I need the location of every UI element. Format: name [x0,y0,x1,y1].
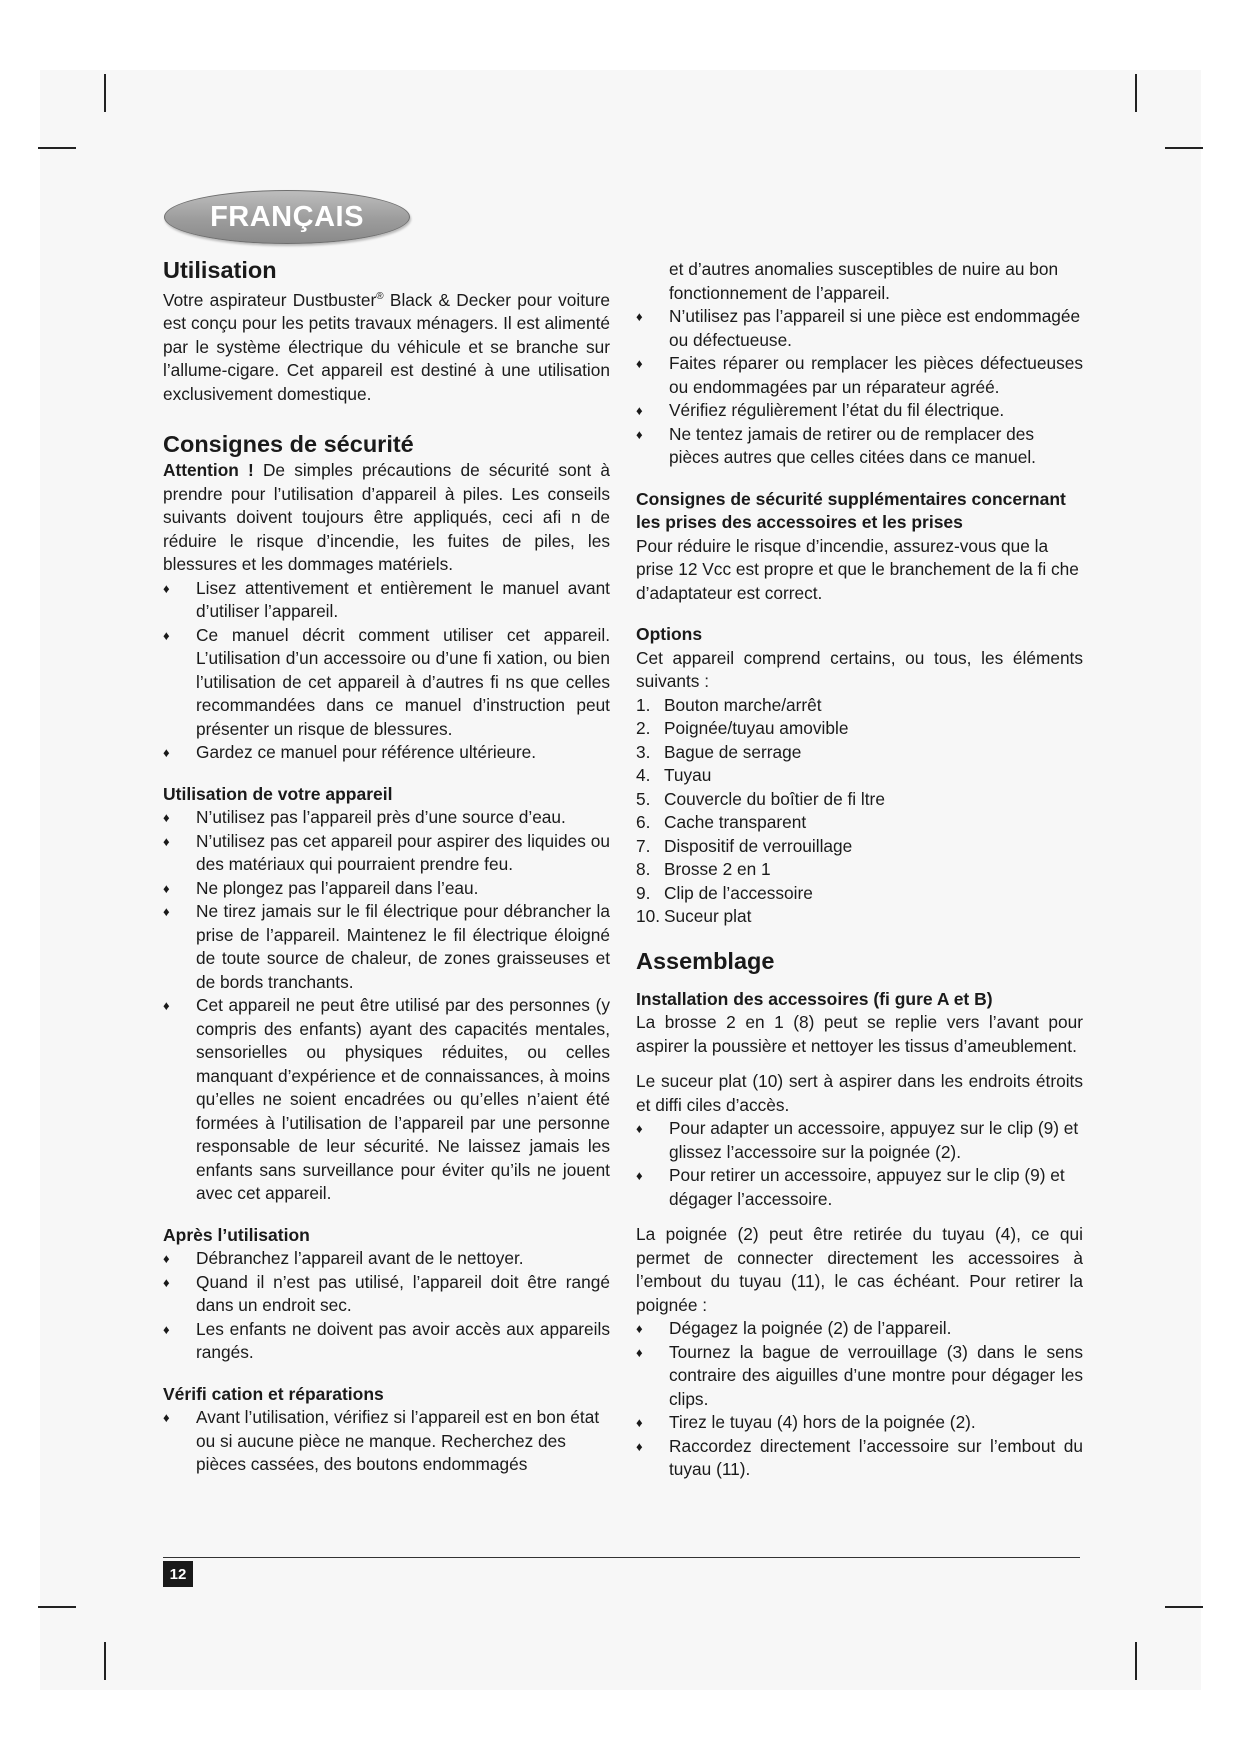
list-item-text: Faites réparer ou remplacer les pièces défectueuses ou endommagées par un réparateur agréé. [669,353,1083,397]
utilisation-appareil-list [163,806,610,1206]
subsection-title-apres: Après l’utilisation [163,1224,310,1245]
list-item [636,858,1083,882]
consignes-intro-text: De simples précautions de sécurité sont à prendre pour l’utilisation d’appareil à piles. Les conseils suivants doivent toujours être appliqués, ceci afi n de réduire le risque d’incendie, les fuites de piles, les blessures et les dommages matériels. [163,460,610,575]
list-item-text: Ne tentez jamais de retirer ou de remplacer des pièces autres que celles citées dans ce manuel. [669,423,1036,467]
subsection-title-utilisation-appareil: Utilisation de votre appareil [163,783,393,804]
list-item [636,352,1083,399]
page-number: 12 [163,1561,193,1587]
diamond-bullet-icon: ♦ [163,580,170,596]
list-item-text: Lisez attentivement et entièrement le manuel avant d’utiliser l’appareil. [196,577,610,622]
subsection-title-verification: Vérifi cation et réparations [163,1383,384,1404]
list-item [636,399,1083,423]
diamond-bullet-icon: ♦ [636,1121,643,1136]
diamond-bullet-icon: ♦ [163,1321,170,1337]
list-item-number: 3. [636,741,651,762]
list-item-text: Les enfants ne doivent pas avoir accès aux appareils rangés. [196,1318,610,1363]
list-item-number: 4. [636,765,651,785]
list-item-text: Bague de serrage [664,741,802,762]
crop-mark-bottom-right-horizontal [1165,1606,1203,1608]
crop-mark-bottom-left-horizontal [38,1606,76,1608]
options-list [636,694,1083,929]
list-item [636,1435,1083,1482]
list-item-text: Avant l’utilisation, vérifiez si l’appareil est en bon état ou si aucune pièce ne manque. Recherchez des pièces cassées, des boutons endommagés [196,1407,600,1475]
right-column [636,258,1083,1482]
list-item-number: 1. [636,694,651,715]
list-item [636,305,1083,352]
list-item-text: Suceur plat [664,906,752,926]
list-item [636,905,1083,929]
diamond-bullet-icon: ♦ [163,880,170,896]
list-item-number: 2. [636,718,651,738]
list-item [636,882,1083,906]
consignes-list [163,577,610,765]
list-item-text: Dispositif de verrouillage [664,835,853,856]
attention-label: Attention ! [163,460,254,481]
list-item-number: 5. [636,788,651,809]
list-item-number: 10. [636,906,661,926]
diamond-bullet-icon: ♦ [636,309,643,324]
list-item-text: Brosse 2 en 1 [664,859,771,879]
verification-list-continued [636,305,1083,470]
list-item [636,788,1083,812]
list-item [163,994,610,1206]
diamond-bullet-icon: ♦ [163,745,170,761]
assemblage-list-2 [636,1317,1083,1482]
list-item [636,1117,1083,1164]
list-item-text: N’utilisez pas l’appareil si une pièce est endommagée ou défectueuse. [669,306,1081,350]
diamond-bullet-icon: ♦ [636,403,643,418]
list-item-text: Pour retirer un accessoire, appuyez sur le clip (9) et dégager l’accessoire. [669,1165,1065,1209]
consignes-intro [163,459,610,577]
list-item-text: Ce manuel décrit comment utiliser cet appareil. L’utilisation d’un accessoire ou d’une fi xation, ou bien l’utilisation de cet appareil à d’autres fi ns que celles recommandées dans ce manuel d’instruction peut présenter un risque de blessures. [196,624,610,739]
list-item [636,741,1083,765]
diamond-bullet-icon: ♦ [636,1321,643,1336]
list-item-number: 9. [636,882,651,903]
consignes-supp-paragraph: Pour réduire le risque d’incendie, assurez-vous que la prise 12 Vcc est propre et que le branchement de la fi che d’adaptateur est correct. [636,535,1079,603]
list-item [636,1164,1083,1211]
list-item-text: Gardez ce manuel pour référence ultérieure. [196,742,537,763]
list-item [163,806,610,830]
list-item [636,811,1083,835]
section-title-utilisation: Utilisation [163,257,277,283]
list-item-text: Raccordez directement l’accessoire sur l’embout du tuyau (11). [669,1435,1083,1479]
list-item [163,877,610,901]
apres-list [163,1247,610,1365]
list-item-number: 8. [636,859,651,879]
crop-mark-bottom-left-vertical [104,1642,106,1680]
list-item-text: Poignée/tuyau amovible [664,718,849,738]
diamond-bullet-icon: ♦ [163,833,170,849]
list-item-text: Cet appareil ne peut être utilisé par des personnes (y compris des enfants) ayant des capacités mentales, sensorielles ou physiques réduites, ou celles manquant d’expérience et de connaissances, à moins qu’elles ne soient encadrées ou qu’elles n’aient été formées à l’utilisation de l’appareil par une personne responsable de leur sécurité. Ne laissez jamais les enfants sans surveillance pour éviter qu’ils ne jouent avec cet appareil. [196,995,610,1204]
list-item [163,1318,610,1365]
list-item [636,423,1083,470]
list-item [163,830,610,877]
list-item-text: Tirez le tuyau (4) hors de la poignée (2). [669,1412,976,1432]
diamond-bullet-icon: ♦ [636,1168,643,1183]
list-item [636,1341,1083,1412]
diamond-bullet-icon: ♦ [163,810,170,826]
list-item [163,741,610,765]
list-item-text: Pour adapter un accessoire, appuyez sur le clip (9) et glissez l’accessoire sur la poignée (2). [669,1118,1079,1162]
registered-mark: ® [376,291,384,302]
list-item [163,577,610,624]
diamond-bullet-icon: ♦ [163,904,170,920]
diamond-bullet-icon: ♦ [636,356,643,371]
list-item [163,900,610,994]
crop-mark-top-left-vertical [104,74,106,112]
diamond-bullet-icon: ♦ [636,1438,643,1454]
list-item-text: Ne plongez pas l’appareil dans l’eau. [196,877,479,898]
list-item [636,694,1083,718]
list-item-text: Débranchez l’appareil avant de le nettoyer. [196,1248,524,1269]
crop-mark-top-left-horizontal [38,147,76,149]
verification-list [163,1406,610,1477]
list-item-text: Couvercle du boîtier de fi ltre [664,788,885,809]
assemblage-paragraph-1: La brosse 2 en 1 (8) peut se replie vers l’avant pour aspirer la poussière et nettoyer les tissus d’ameublement. [636,1012,1083,1056]
diamond-bullet-icon: ♦ [163,998,170,1014]
assemblage-list-1 [636,1117,1083,1211]
list-item-number: 7. [636,835,651,856]
language-badge: FRANÇAIS [164,190,410,244]
subsection-title-installation: Installation des accessoires (fi gure A et B) [636,988,993,1009]
list-item [163,1247,610,1271]
list-item [163,1406,610,1477]
utilisation-text-2: Black & Decker pour voiture est conçu pour les petits travaux ménagers. Il est alimenté par le système électrique du véhicule et se branche sur l’allume-cigare. Cet appareil est destiné à une utilisation exclusivement domestique. [163,289,610,404]
diamond-bullet-icon: ♦ [636,1415,643,1430]
left-column [163,256,610,1477]
verification-continuation: et d’autres anomalies susceptibles de nuire au bon fonctionnement de l’appareil. [669,259,1059,303]
assemblage-paragraph-3: La poignée (2) peut être retirée du tuyau (4), ce qui permet de connecter directement les accessoires à l’embout du tuyau (11), le cas échéant. Pour retirer la poignée : [636,1224,1083,1315]
list-item [636,1411,1083,1435]
diamond-bullet-icon: ♦ [163,1410,170,1426]
utilisation-text-1: Votre aspirateur Dustbuster [163,289,377,310]
list-item [163,624,610,742]
diamond-bullet-icon: ♦ [163,1274,170,1290]
list-item-text: Quand il n’est pas utilisé, l’appareil doit être rangé dans un endroit sec. [196,1271,610,1316]
crop-mark-top-right-vertical [1135,74,1137,112]
crop-mark-top-right-horizontal [1165,147,1203,149]
list-item-text: N’utilisez pas l’appareil près d’une source d’eau. [196,807,566,828]
assemblage-paragraph-2: Le suceur plat (10) sert à aspirer dans les endroits étroits et diffi ciles d’accès. [636,1071,1083,1115]
list-item-text: Dégagez la poignée (2) de l’appareil. [669,1318,952,1338]
utilisation-paragraph [163,285,610,406]
diamond-bullet-icon: ♦ [163,627,170,643]
list-item-number: 6. [636,812,651,832]
section-title-consignes: Consignes de sécurité [163,431,414,458]
list-item-text: N’utilisez pas cet appareil pour aspirer des liquides ou des matériaux qui pourraient prendre feu. [196,830,610,875]
list-item-text: Ne tirez jamais sur le fil électrique pour débrancher la prise de l’appareil. Maintenez le fil électrique éloigné de toute source de chaleur, de zones graisseuses et de bords tranchants. [196,901,610,992]
list-item [636,717,1083,741]
diamond-bullet-icon: ♦ [163,1251,170,1267]
list-item-text: Cache transparent [664,812,807,832]
options-intro: Cet appareil comprend certains, ou tous, les éléments suivants : [636,647,1083,691]
diamond-bullet-icon: ♦ [636,1344,643,1360]
footer-divider [163,1557,1080,1558]
crop-mark-bottom-right-vertical [1135,1642,1137,1680]
list-item-text: Clip de l’accessoire [664,882,813,903]
list-item-text: Tournez la bague de verrouillage (3) dans le sens contraire des aiguilles d’une montre pour dégager les clips. [669,1341,1083,1409]
list-item [163,1271,610,1318]
subsection-title-options: Options [636,624,703,644]
list-item [636,764,1083,788]
section-title-assemblage: Assemblage [636,947,775,974]
list-item-text: Tuyau [664,765,712,785]
list-item-text: Vérifiez régulièrement l’état du fil électrique. [669,400,1005,420]
subsection-title-consignes-supp: Consignes de sécurité supplémentaires concernant les prises des accessoires et les prises [636,488,1066,532]
list-item [636,1317,1083,1341]
list-item-text: Bouton marche/arrêt [664,694,822,715]
list-item [636,835,1083,859]
diamond-bullet-icon: ♦ [636,426,643,442]
